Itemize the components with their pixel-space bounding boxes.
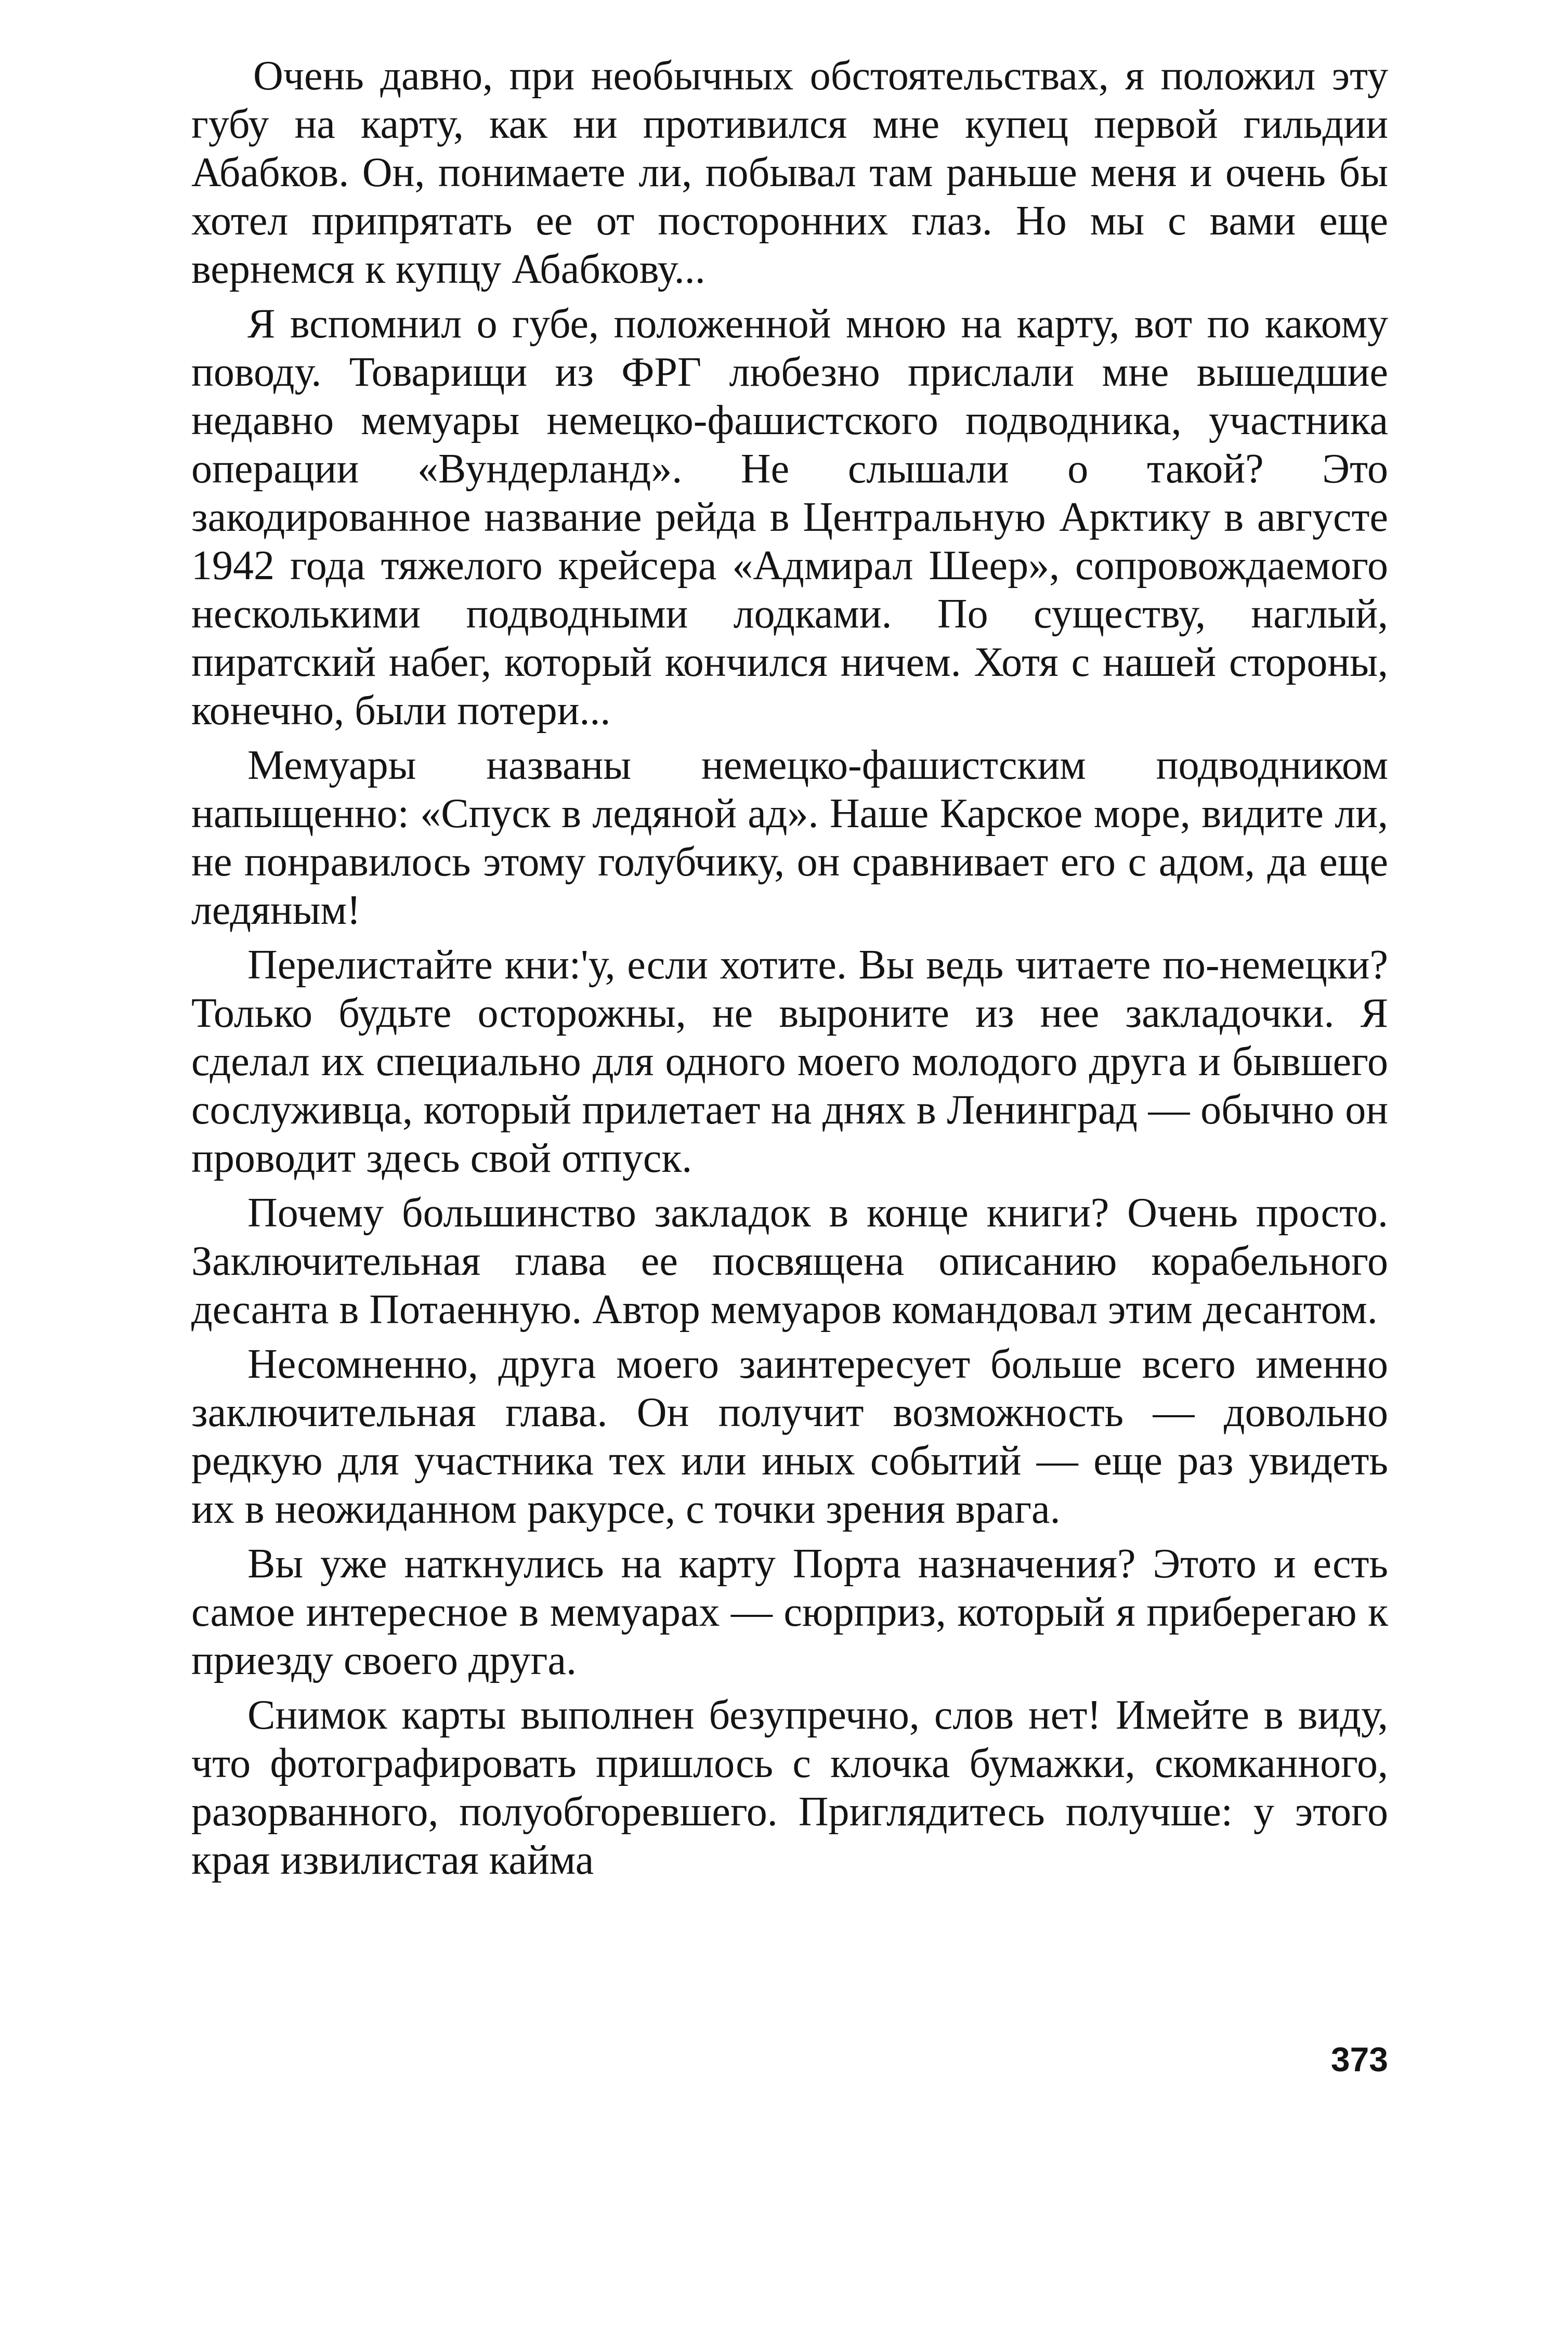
paragraph: Я вспомнил о губе, положенной мною на карту, вот по какому поводу. Товарищи из ФРГ любезно прислали мне вышедшие недавно мемуары немецко-фашистского подводника, участника операции «Вундерланд». Не слышали о такой? Это закодированное название рейда в Центральную Арктику в августе 1942 года тяжелого крейсера «Адмирал Шеер», сопровождаемого несколькими подводными лодками. По существу, наглый, пиратский набег, который кончился ничем. Хотя с нашей стороны, конечно, были потери... [191,301,1388,734]
paragraph: Перелистайте кни:'у, если хотите. Вы ведь читаете по-немецки? Только будьте осторожны, не выроните из нее закладочки. Я сделал их специально для одного моего молодого друга и бывшего сослуживца, который прилетает на днях в Ленинград — обычно он проводит здесь свой отпуск. [191,942,1388,1181]
page-text [191,52,1388,1885]
paragraph: Мемуары названы немецко-фашистским подводником напыщенно: «Спуск в ледяной ад». Наше Карское море, видите ли, не понравилось этому голубчику, он сравнивает его с адом, да еще ледяным! [191,742,1388,933]
paragraph: Несомненно, друга моего заинтересует больше всего именно заключительная глава. Он получит возможность — довольно редкую для участника тех или иных событий — еще раз увидеть их в неожиданном ракурсе, с точки зрения врага. [191,1341,1388,1532]
paragraph: Вы уже наткнулись на карту Порта назначения? Этото и есть самое интересное в мемуарах — сюрприз, который я приберегаю к приезду своего друга. [191,1541,1388,1683]
paragraph: Почему большинство закладок в конце книги? Очень просто. Заключительная глава ее посвящена описанию корабельного десанта в Потаенную. Автор мемуаров командовал этим десантом. [191,1190,1388,1333]
paragraph: Снимок карты выполнен безупречно, слов нет! Имейте в виду, что фотографировать пришлось с клочка бумажки, скомканного, разорванного, полуобгоревшего. Приглядитесь получше: у этого края извилистая кайма [191,1692,1388,1883]
page-number: 373 [1330,2040,1388,2079]
paragraph: Очень давно, при необычных обстоятельствах, я положил эту губу на карту, как ни противился мне купец первой гильдии Абабков. Он, понимаете ли, побывал там раньше меня и очень бы хотел припрятать ее от посторонних глаз. Но мы с вами еще вернемся к купцу Абабкову... [191,53,1388,292]
